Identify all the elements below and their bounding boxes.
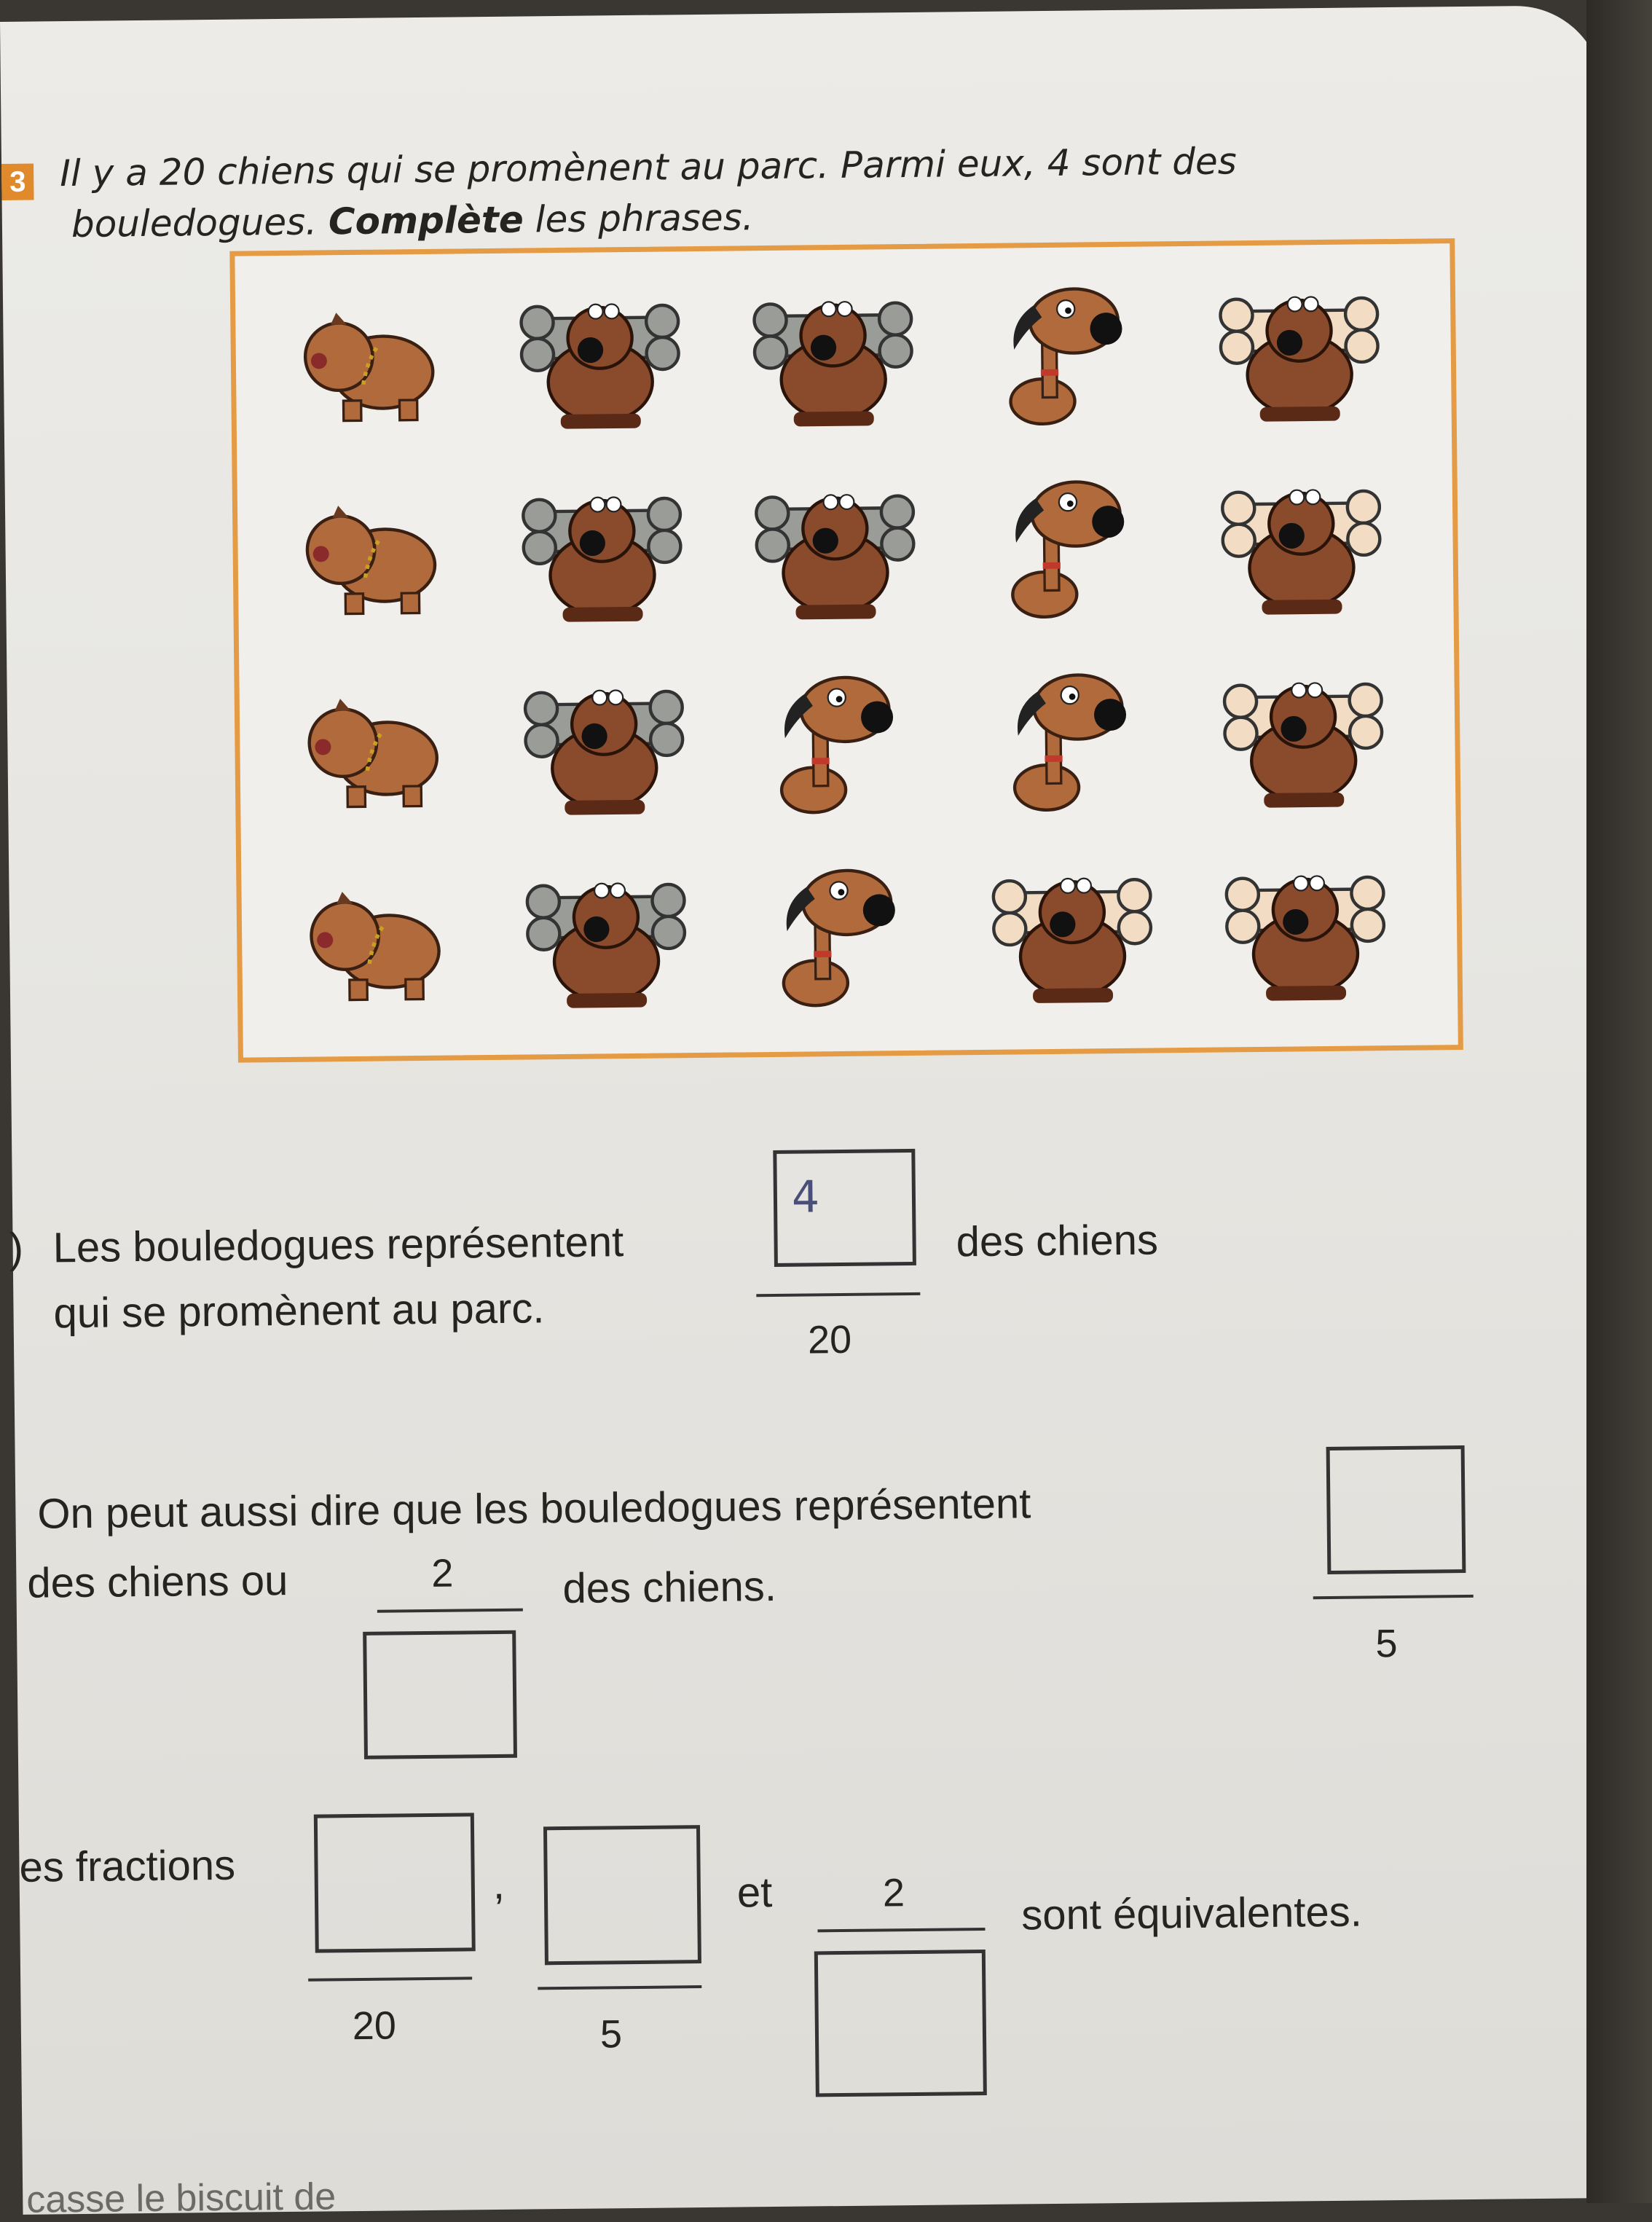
qa-fraction-bar <box>756 1292 920 1297</box>
bulldog-icon <box>279 279 455 441</box>
statement-text: bouledogues. <box>71 200 329 246</box>
sitting-dog-icon <box>749 661 925 823</box>
qa-prefix: ) <box>9 1224 24 1272</box>
gray-bone-dog-icon <box>516 663 692 825</box>
sitting-dog-icon <box>982 658 1158 820</box>
exercise-statement-line2 <box>71 196 754 246</box>
cream-bone-dog-icon <box>1215 656 1391 818</box>
footer-text: casse le biscuit de <box>26 2175 337 2221</box>
qc-frac2-numerator-box[interactable] <box>543 1825 701 1965</box>
cream-bone-dog-icon <box>1217 849 1393 1011</box>
qb-text-1: On peut aussi dire que les bouledogues représentent <box>37 1480 1031 1538</box>
qc-frac2-denominator: 5 <box>599 2012 623 2057</box>
qa-handwritten-numerator: 4 <box>791 1171 820 1223</box>
gray-bone-dog-icon <box>745 275 921 437</box>
qc-et: et <box>736 1869 773 1917</box>
qb-frac2-bar <box>377 1609 523 1613</box>
qc-frac3-bar <box>817 1928 985 1932</box>
sitting-dog-icon <box>980 465 1156 627</box>
qb-frac1-bar <box>1313 1595 1474 1599</box>
qa-text-2: des chiens <box>956 1216 1159 1266</box>
qb-frac2-numerator: 2 <box>431 1551 454 1595</box>
qc-text-2: sont équivalentes. <box>1020 1888 1363 1939</box>
qc-frac1-denominator: 20 <box>352 2003 397 2049</box>
qc-frac2-bar <box>538 1985 701 1990</box>
qa-text-1: Les bouledogues représentent <box>52 1218 624 1272</box>
qc-frac3-numerator: 2 <box>882 1871 905 1915</box>
instruction-verb: Complète <box>328 198 524 243</box>
dogs-illustration-frame <box>229 238 1463 1063</box>
exercise-statement-line1: Il y a 20 chiens qui se promènent au parc. Parmi eux, 4 sont des <box>59 140 1238 195</box>
qc-frac3-denominator-box[interactable] <box>814 1950 987 2097</box>
qc-comma: , <box>492 1860 506 1909</box>
sitting-dog-icon <box>751 854 927 1016</box>
qc-frac1-bar <box>308 1976 472 1981</box>
sitting-dog-icon <box>978 272 1155 434</box>
qb-text-3: des chiens. <box>562 1562 777 1613</box>
qb-text-2: des chiens ou <box>27 1556 288 1607</box>
statement-text-end: les phrases. <box>523 196 754 241</box>
qb-frac2-denominator-box[interactable] <box>363 1630 517 1759</box>
workbook-page <box>0 5 1625 2221</box>
qc-frac1-numerator-box[interactable] <box>314 1813 476 1952</box>
cream-bone-dog-icon <box>984 851 1160 1013</box>
page-edge-shadow <box>1586 0 1652 2203</box>
bulldog-icon <box>281 472 457 635</box>
gray-bone-dog-icon <box>518 856 694 1018</box>
gray-bone-dog-icon <box>514 470 691 632</box>
exercise-number: 3 <box>1 164 34 200</box>
cream-bone-dog-icon <box>1213 463 1389 625</box>
gray-bone-dog-icon <box>512 277 688 439</box>
qa-text-3: qui se promènent au parc. <box>53 1284 545 1338</box>
bulldog-icon <box>283 665 459 828</box>
qc-text-1: es fractions <box>19 1841 236 1891</box>
qb-frac1-denominator: 5 <box>1375 1622 1398 1666</box>
qb-frac1-numerator-box[interactable] <box>1326 1445 1466 1574</box>
gray-bone-dog-icon <box>747 468 923 630</box>
cream-bone-dog-icon <box>1211 270 1388 432</box>
bulldog-icon <box>285 858 461 1021</box>
qa-denominator: 20 <box>807 1317 852 1362</box>
